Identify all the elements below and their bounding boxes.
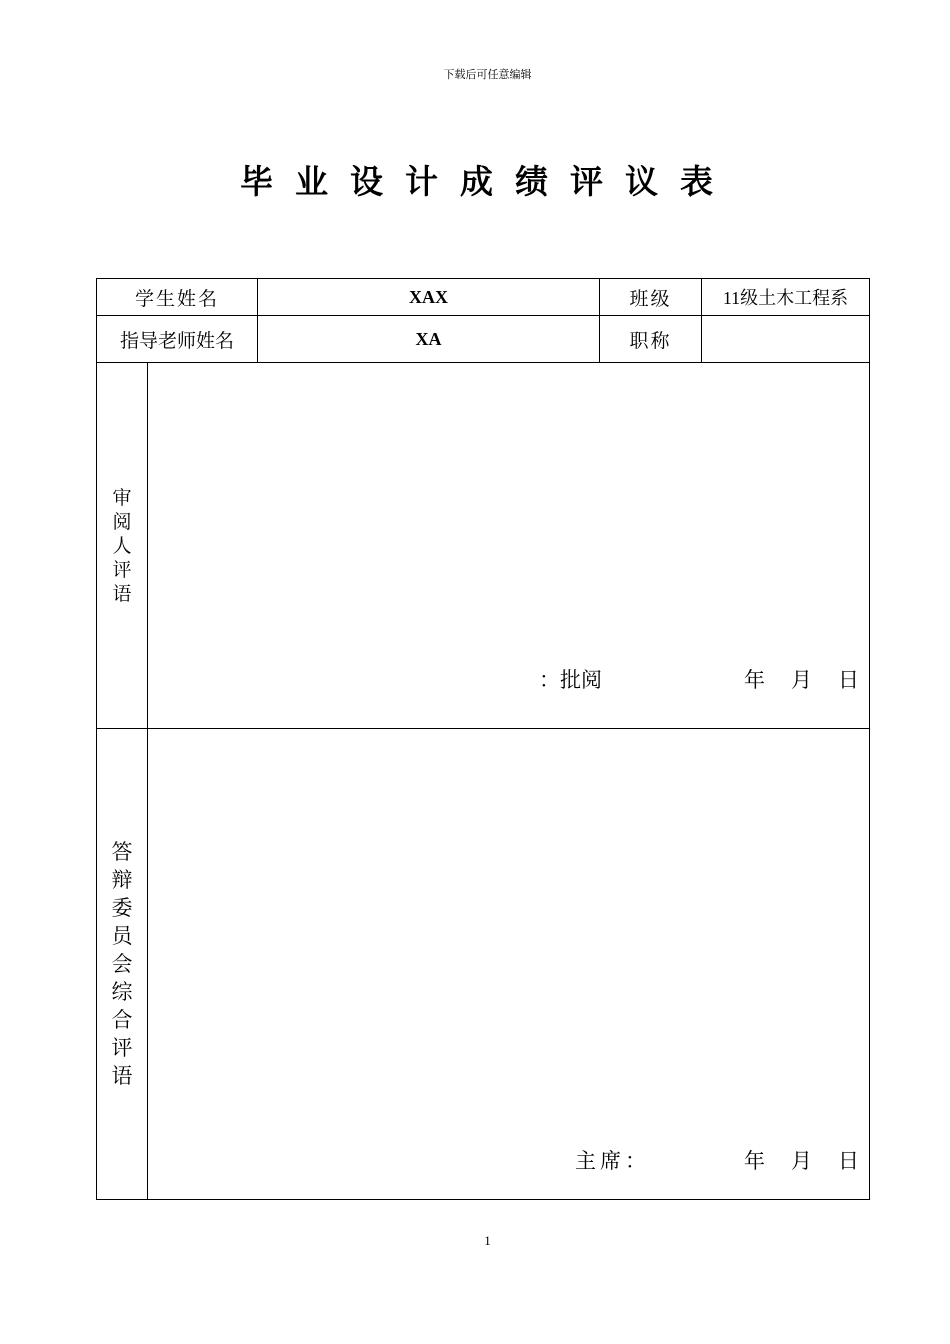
chair-sign-label: 主席： [575,1149,651,1173]
professional-title-value [702,316,870,363]
date-month-label: 月 [791,1149,813,1173]
advisor-row [97,316,870,363]
date-year-label: 年 [744,1149,766,1173]
reviewer-comment-label: 审阅人评语 [97,363,148,729]
reviewer-comment-area [148,363,870,729]
committee-comment-row [97,729,870,1200]
reviewer-signature-line [539,664,859,694]
date-day-label: 日 [838,1149,860,1173]
document-title: 毕业设计成绩评议表 [240,162,735,201]
date-year-label: 年 [744,668,766,692]
date-day-label: 日 [838,668,860,692]
chair-signature-line [575,1145,859,1175]
committee-comment-label: 答辩委员会综合评语 [97,729,148,1200]
page-number: 1 [484,1233,491,1248]
evaluation-form-table [96,278,870,1200]
professional-title-label: 职称 [600,316,702,363]
reviewer-comment-row [97,363,870,729]
advisor-name-value: XA [258,316,600,363]
student-name-value: XAX [258,279,600,316]
header-note: 下载后可任意编辑 [443,68,532,81]
date-month-label: 月 [791,668,813,692]
advisor-name-label: 指导老师姓名 [97,316,258,363]
class-value: 11级土木工程系 [702,279,870,316]
committee-comment-area [148,729,870,1200]
student-name-label: 学生姓名 [97,279,258,316]
reviewer-sign-label: ：批阅 [539,668,603,692]
student-row [97,279,870,316]
class-label: 班级 [600,279,702,316]
